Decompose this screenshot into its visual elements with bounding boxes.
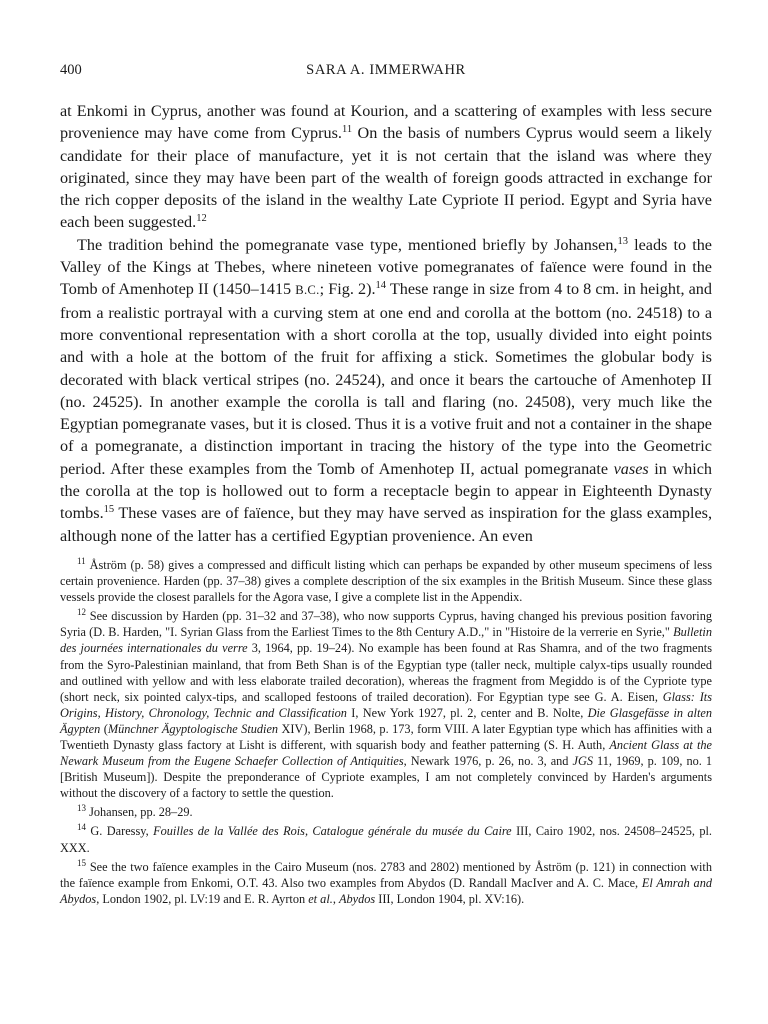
footnote-number: 13 (77, 803, 86, 814)
main-text (60, 100, 712, 547)
footnote-text: , London 1902, pl. LV:19 and E. R. Ayrton (96, 891, 309, 906)
citation-title: Ancient Glass at the Newark Museum from the Eugene Schaefer Collection of Antiquities (60, 737, 712, 769)
footnote-12 (60, 608, 712, 801)
page-number: 400 (60, 62, 82, 78)
footnote-13 (60, 804, 712, 820)
footnote-text: Johansen, pp. 28–29. (86, 805, 193, 820)
text-span: These range in size from 4 to 8 cm. in height, and from a realistic portrayal with a curving stem at one end and corolla at the bottom (no. 24518) to a more conventional representation with a short corolla at the top, usually divided into eight points and with a hole at the bottom of the fruit for affixing a stick. Sometimes the globular body is decorated with black vertical stripes (no. 24524), and once it bears the cartouche of Amenhotep II (no. 24525). In another example the corolla is tall and flaring (no. 24508), very much like the Egyptian pomegranate vases, but it is closed. Thus it is a votive fruit and not a container in the shape of a pomegranate, a distinction important in tracing the history of the type into the Geometric period. After these examples from the Tomb of Amenhotep II, actual pomegranate (60, 280, 712, 478)
footnote-text: See the two faïence examples in the Cairo Museum (nos. 2783 and 2802) mentioned by Åström (p. 121) in connection with the faïence example from Enkomi, O.T. 43. Also two examples from Abydos (D. Randall MacIver and A. C. Mace, (60, 859, 712, 890)
italic-term: vases (613, 459, 649, 478)
citation-title: Bulletin des journées internationales du verre (60, 625, 712, 656)
citation-title: El Amrah and Abydos (60, 875, 712, 906)
text-span: ; Fig. 2). (319, 280, 376, 299)
text-span: These vases are of faïence, but they may have served as inspiration for the glass examples, although none of the latter has a certified Egyptian provenience. An even (60, 504, 712, 545)
paragraph-1 (60, 100, 712, 234)
era-abbreviation: B.C. (295, 283, 320, 298)
text-span: in which the corolla at the top is hollowed out to form a receptacle begin to appear in Eighteenth Dynasty tombs. (60, 459, 712, 523)
citation-title: Glass: Its Origins, History, Chronology, Technic and Classification (60, 689, 712, 720)
journal-page (60, 62, 712, 910)
citation-title: JGS (572, 754, 593, 769)
footnote-number: 14 (77, 822, 86, 833)
text-span: The tradition behind the pomegranate vase type, mentioned briefly by Johansen, (77, 235, 618, 254)
footnote-ref-13[interactable]: 13 (617, 235, 628, 247)
footnote-text: I, New York 1927, pl. 2, center and B. Nolte, (346, 705, 588, 720)
footnotes (60, 557, 712, 907)
footnote-text: Åström (p. 58) gives a compressed and difficult listing which can perhaps be expanded by other museum specimens of less certain provenience. Harden (pp. 37–38) gives a complete description of the six examples in the British Museum. Since these glass vessels provide the closest parallels for the Agora vase, I give a complete list in the Appendix. (60, 557, 712, 605)
citation-title: Die Glasgefässe in alten Ägypten (60, 705, 712, 736)
footnote-text: , (332, 891, 339, 906)
citation-title: Abydos (338, 891, 376, 906)
footnote-text: , Newark 1976, p. 26, no. 3, and (403, 754, 573, 769)
text-span: at Enkomi in Cyprus, another was found at Kourion, and a scattering of examples with less secure provenience may have come from Cyprus. (60, 102, 712, 143)
footnote-text: See discussion by Harden (pp. 31–32 and 37–38), who now supports Cyprus, having changed his previous position favoring Syria (D. B. Harden, "I. Syrian Glass from the Earliest Times to the 8th Century A.D.," in "Histoire de la verrerie en Syrie," (60, 609, 712, 640)
footnote-ref-12[interactable]: 12 (196, 213, 207, 225)
text-span: leads to the Valley of the Kings at Thebes, where nineteen votive pomegranates of faïence were found in the Tomb of Amenhotep II (1450–1415 (60, 235, 712, 299)
footnote-number: 11 (77, 555, 86, 566)
footnote-number: 15 (77, 857, 86, 868)
running-head: SARA A. IMMERWAHR (306, 62, 466, 78)
footnote-number: 12 (77, 607, 86, 618)
footnote-ref-14[interactable]: 14 (375, 280, 387, 292)
footnote-11 (60, 557, 712, 605)
footnote-text: III, Cairo 1902, nos. 24508–24525, pl. XXX. (60, 824, 712, 855)
footnote-text: 3, 1964, pp. 19–24). No example has been found at Ras Shamra, and of the two fragments from the Syro-Palestinian mainland, that from Beth Shan is of the Egyptian type (taller neck, multiple calyx-tips usually rounded and outlined with yellow and with less elaborate trailed decoration), whereas the fragment from Megiddo is of the Cypriote type (short neck, six pointed calyx-tips, and scalloped festoons of trailed decoration). For Egyptian type see G. A. Eisen, (60, 641, 712, 704)
footnote-text: 11, 1969, p. 109, no. 1 [British Museum]). Despite the preponderance of Cypriote examples, I am not completely convinced by Harden's arguments without the discovery of a factory to settle the question. (60, 754, 712, 801)
citation-title: et al. (308, 891, 333, 906)
citation-title: Fouilles de la Vallée des Rois, Catalogue générale du musée du Caire (153, 824, 512, 839)
footnote-15 (60, 859, 712, 907)
footnote-14 (60, 823, 712, 855)
footnote-ref-11[interactable]: 11 (341, 124, 353, 136)
page-header (60, 62, 712, 86)
footnote-text: III, London 1904, pl. XV:16). (375, 891, 525, 906)
footnote-text: ( (100, 721, 108, 736)
footnote-ref-15[interactable]: 15 (103, 504, 115, 516)
text-span: On the basis of numbers Cyprus would seem a likely candidate for their place of manufacture, yet it is not certain that the island was where they originated, since they may have been part of the wealth of foreign goods attracted in exchange for the rich copper deposits of the island in the wealthy Late Cypriote II period. Egypt and Syria have each been suggested. (60, 124, 713, 232)
citation-title: Münchner Ägyptologische Studien (107, 721, 279, 736)
footnote-text: G. Daressy, (86, 824, 154, 839)
footnote-text: XIV), Berlin 1968, p. 173, form VIII. A later Egyptian type which has affinities with a Twentieth Dynasty glass factory at Lisht is different, with squarish body and feather patterning (S. H. Auth, (60, 721, 712, 752)
paragraph-2 (60, 234, 712, 547)
